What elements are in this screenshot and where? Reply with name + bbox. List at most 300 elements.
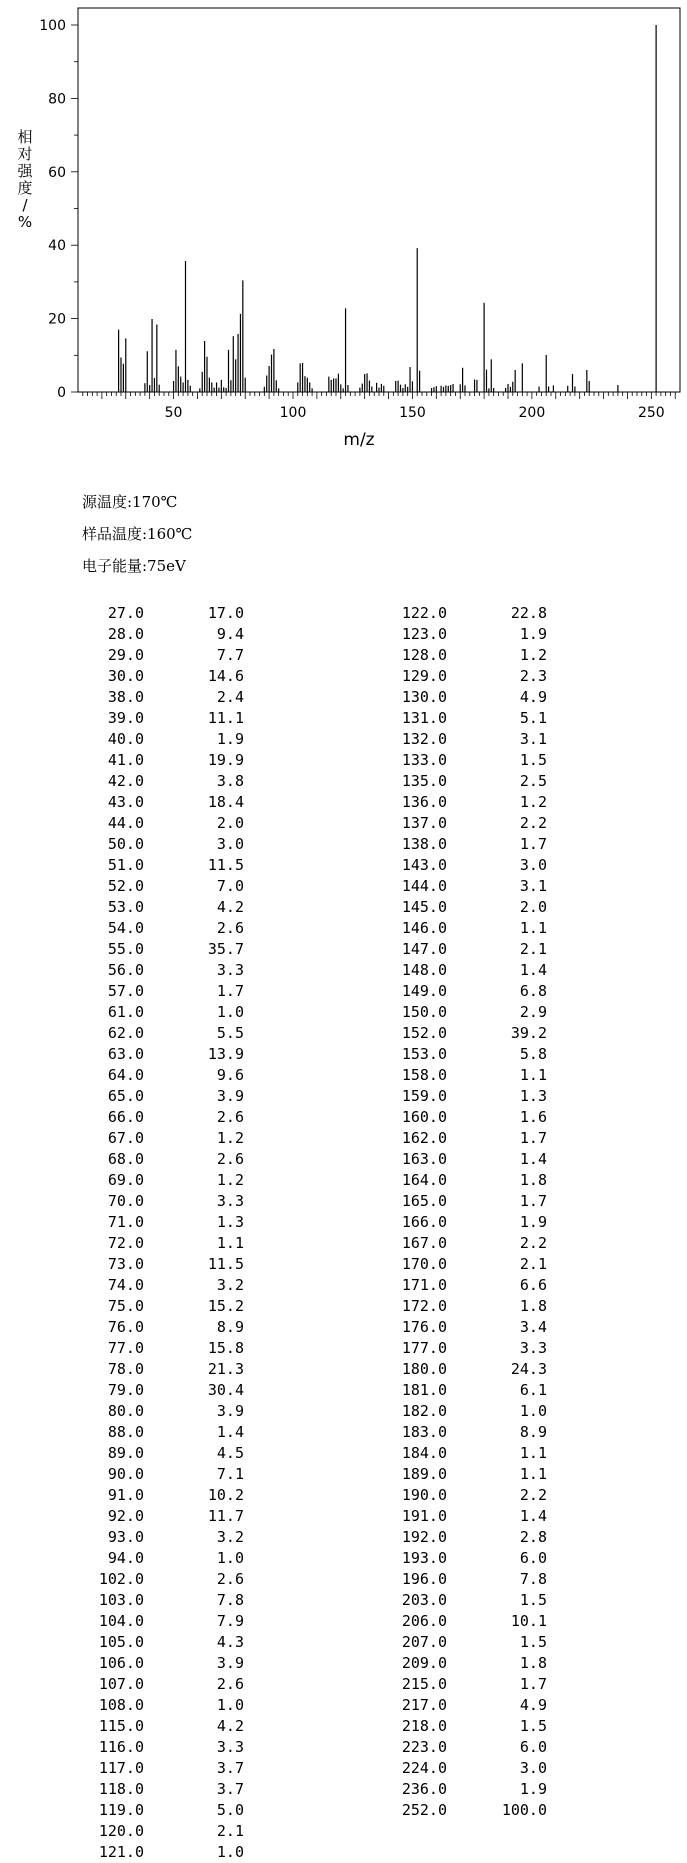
peak-row — [385, 1569, 575, 1590]
peak-mz: 54.0 — [107, 919, 144, 937]
peak-row — [82, 981, 272, 1002]
peak-intensity: 2.1 — [519, 1255, 547, 1273]
peak-mz: 70.0 — [107, 1192, 144, 1210]
peak-mz: 129.0 — [401, 667, 447, 685]
peak-mz: 158.0 — [401, 1066, 447, 1084]
peak-mz: 105.0 — [98, 1633, 144, 1651]
peak-row — [82, 1527, 272, 1548]
peak-mz: 52.0 — [107, 877, 144, 895]
peak-intensity: 3.4 — [519, 1318, 547, 1336]
peak-intensity: 6.6 — [519, 1276, 547, 1294]
peak-intensity: 2.6 — [216, 1675, 244, 1693]
peak-row — [385, 792, 575, 813]
peak-intensity: 2.9 — [519, 1003, 547, 1021]
peak-row — [385, 813, 575, 834]
peak-intensity: 3.0 — [519, 856, 547, 874]
x-tick-label-250: 250 — [637, 405, 665, 421]
peak-mz: 149.0 — [401, 982, 447, 1000]
peak-mz: 163.0 — [401, 1150, 447, 1168]
peak-mz: 65.0 — [107, 1087, 144, 1105]
peak-row — [82, 1086, 272, 1107]
peak-row — [385, 1023, 575, 1044]
peak-intensity: 2.0 — [216, 814, 244, 832]
peak-mz: 76.0 — [107, 1318, 144, 1336]
peak-row — [385, 1380, 575, 1401]
peak-mz: 207.0 — [401, 1633, 447, 1651]
peak-intensity: 11.7 — [207, 1507, 244, 1525]
peak-row — [82, 1275, 272, 1296]
peak-intensity: 100.0 — [501, 1801, 547, 1819]
peak-intensity: 9.6 — [216, 1066, 244, 1084]
peak-intensity: 2.6 — [216, 919, 244, 937]
peak-mz: 43.0 — [107, 793, 144, 811]
peak-intensity: 1.3 — [216, 1213, 244, 1231]
source-temperature: 源温度:170℃ — [82, 493, 178, 511]
peak-mz: 88.0 — [107, 1423, 144, 1441]
peak-intensity: 3.7 — [216, 1759, 244, 1777]
peak-intensity: 9.4 — [216, 625, 244, 643]
peak-row — [82, 603, 272, 624]
peak-intensity: 11.1 — [207, 709, 244, 727]
peak-intensity: 4.5 — [216, 1444, 244, 1462]
peak-row — [385, 771, 575, 792]
peak-row — [385, 1653, 575, 1674]
peak-row — [82, 1380, 272, 1401]
peak-intensity: 4.2 — [216, 898, 244, 916]
peak-intensity: 10.1 — [510, 1612, 547, 1630]
peak-row — [82, 1674, 272, 1695]
peak-row — [385, 1233, 575, 1254]
peak-row — [385, 1485, 575, 1506]
peak-row — [82, 1611, 272, 1632]
peak-mz: 196.0 — [401, 1570, 447, 1588]
peak-mz: 53.0 — [107, 898, 144, 916]
peak-row — [385, 1779, 575, 1800]
peak-mz: 29.0 — [107, 646, 144, 664]
peak-row — [82, 1317, 272, 1338]
peak-row — [385, 708, 575, 729]
peak-row — [82, 1191, 272, 1212]
peak-intensity: 8.9 — [216, 1318, 244, 1336]
peak-mz: 71.0 — [107, 1213, 144, 1231]
peak-row — [82, 708, 272, 729]
x-tick-label-150: 150 — [399, 405, 426, 421]
peak-mz: 164.0 — [401, 1171, 447, 1189]
peak-row — [385, 855, 575, 876]
peak-mz: 78.0 — [107, 1360, 144, 1378]
y-tick-label-60: 60 — [48, 164, 66, 181]
peak-row — [82, 1233, 272, 1254]
peak-row — [385, 1632, 575, 1653]
peak-row — [385, 1443, 575, 1464]
peak-intensity: 17.0 — [207, 604, 244, 622]
peak-mz: 191.0 — [401, 1507, 447, 1525]
peak-mz: 120.0 — [98, 1822, 144, 1840]
peak-intensity: 1.4 — [519, 961, 547, 979]
peak-intensity: 1.8 — [519, 1171, 547, 1189]
peak-intensity: 3.3 — [216, 1738, 244, 1756]
peak-row — [82, 729, 272, 750]
peak-intensity: 1.1 — [519, 1066, 547, 1084]
peak-mz: 107.0 — [98, 1675, 144, 1693]
peak-intensity: 1.1 — [519, 919, 547, 937]
peak-mz: 147.0 — [401, 940, 447, 958]
peak-intensity: 4.2 — [216, 1717, 244, 1735]
peak-mz: 122.0 — [401, 604, 447, 622]
peak-row — [385, 1590, 575, 1611]
peak-intensity: 1.7 — [519, 1675, 547, 1693]
peak-intensity: 18.4 — [207, 793, 244, 811]
peak-row — [385, 1338, 575, 1359]
peak-intensity: 2.2 — [519, 1234, 547, 1252]
peak-row — [385, 1044, 575, 1065]
peak-mz: 165.0 — [401, 1192, 447, 1210]
peak-intensity: 3.9 — [216, 1654, 244, 1672]
peak-mz: 115.0 — [98, 1717, 144, 1735]
peak-row — [82, 1737, 272, 1758]
peak-intensity: 1.8 — [519, 1297, 547, 1315]
peak-row — [385, 624, 575, 645]
peak-mz: 130.0 — [401, 688, 447, 706]
peak-intensity: 1.1 — [519, 1465, 547, 1483]
peak-mz: 121.0 — [98, 1843, 144, 1861]
peak-mz: 150.0 — [401, 1003, 447, 1021]
peak-mz: 61.0 — [107, 1003, 144, 1021]
peak-row — [82, 645, 272, 666]
peak-intensity: 7.7 — [216, 646, 244, 664]
peak-intensity: 7.0 — [216, 877, 244, 895]
peak-mz: 106.0 — [98, 1654, 144, 1672]
peak-intensity: 1.2 — [519, 646, 547, 664]
peak-mz: 171.0 — [401, 1276, 447, 1294]
peak-row — [82, 1149, 272, 1170]
peak-row — [385, 918, 575, 939]
peak-intensity: 6.0 — [519, 1549, 547, 1567]
peak-intensity: 1.1 — [519, 1444, 547, 1462]
peak-row — [82, 1548, 272, 1569]
peak-intensity: 7.8 — [216, 1591, 244, 1609]
peak-mz: 135.0 — [401, 772, 447, 790]
peak-intensity: 1.0 — [216, 1549, 244, 1567]
peak-mz: 189.0 — [401, 1465, 447, 1483]
peak-mz: 203.0 — [401, 1591, 447, 1609]
peak-intensity: 13.9 — [207, 1045, 244, 1063]
peak-row — [82, 792, 272, 813]
peak-row — [385, 687, 575, 708]
peak-intensity: 3.0 — [519, 1759, 547, 1777]
peak-row — [82, 1401, 272, 1422]
peak-intensity: 1.4 — [519, 1507, 547, 1525]
peak-mz: 209.0 — [401, 1654, 447, 1672]
peak-intensity: 3.9 — [216, 1402, 244, 1420]
peak-intensity: 3.3 — [216, 1192, 244, 1210]
peak-mz: 132.0 — [401, 730, 447, 748]
peak-intensity: 1.0 — [519, 1402, 547, 1420]
electron-energy: 电子能量:75eV — [82, 557, 186, 575]
peak-intensity: 1.2 — [519, 793, 547, 811]
peak-intensity: 2.5 — [519, 772, 547, 790]
peak-mz: 180.0 — [401, 1360, 447, 1378]
peak-intensity: 24.3 — [510, 1360, 547, 1378]
peak-mz: 42.0 — [107, 772, 144, 790]
peak-mz: 183.0 — [401, 1423, 447, 1441]
peak-mz: 117.0 — [98, 1759, 144, 1777]
peak-mz: 193.0 — [401, 1549, 447, 1567]
peak-mz: 91.0 — [107, 1486, 144, 1504]
peak-mz: 94.0 — [107, 1549, 144, 1567]
peak-row — [385, 1800, 575, 1821]
peak-mz: 57.0 — [107, 982, 144, 1000]
peak-intensity: 15.8 — [207, 1339, 244, 1357]
peak-intensity: 2.1 — [519, 940, 547, 958]
peak-row — [82, 687, 272, 708]
peak-intensity: 3.2 — [216, 1276, 244, 1294]
peak-mz: 252.0 — [401, 1801, 447, 1819]
peak-mz: 184.0 — [401, 1444, 447, 1462]
peak-row — [385, 1254, 575, 1275]
peak-row — [82, 771, 272, 792]
peak-mz: 137.0 — [401, 814, 447, 832]
peak-intensity: 15.2 — [207, 1297, 244, 1315]
peak-intensity: 3.2 — [216, 1528, 244, 1546]
peak-intensity: 1.0 — [216, 1696, 244, 1714]
peak-intensity: 3.8 — [216, 772, 244, 790]
peak-row — [82, 1758, 272, 1779]
peak-mz: 192.0 — [401, 1528, 447, 1546]
peak-intensity: 7.8 — [519, 1570, 547, 1588]
peak-intensity: 39.2 — [510, 1024, 547, 1042]
peak-mz: 68.0 — [107, 1150, 144, 1168]
x-tick-label-200: 200 — [518, 405, 546, 421]
peak-row — [82, 1170, 272, 1191]
peak-mz: 190.0 — [401, 1486, 447, 1504]
peak-intensity: 14.6 — [207, 667, 244, 685]
peak-mz: 75.0 — [107, 1297, 144, 1315]
peak-mz: 72.0 — [107, 1234, 144, 1252]
peak-mz: 133.0 — [401, 751, 447, 769]
y-tick-label-40: 40 — [48, 238, 66, 255]
peak-mz: 73.0 — [107, 1255, 144, 1273]
peak-mz: 118.0 — [98, 1780, 144, 1798]
peak-mz: 119.0 — [98, 1801, 144, 1819]
peak-mz: 44.0 — [107, 814, 144, 832]
peak-intensity: 19.9 — [207, 751, 244, 769]
peak-mz: 145.0 — [401, 898, 447, 916]
peak-mz: 104.0 — [98, 1612, 144, 1630]
peak-row — [82, 750, 272, 771]
peak-intensity: 30.4 — [207, 1381, 244, 1399]
peak-row — [385, 1212, 575, 1233]
peak-intensity: 10.2 — [207, 1486, 244, 1504]
peak-mz: 116.0 — [98, 1738, 144, 1756]
peak-row — [82, 855, 272, 876]
peak-intensity: 4.9 — [519, 1696, 547, 1714]
peak-intensity: 3.1 — [519, 730, 547, 748]
peak-row — [385, 1128, 575, 1149]
peak-row — [385, 1065, 575, 1086]
peak-row — [385, 834, 575, 855]
peak-row — [82, 918, 272, 939]
peak-mz: 93.0 — [107, 1528, 144, 1546]
peak-row — [82, 1212, 272, 1233]
peak-row — [82, 1716, 272, 1737]
peak-row — [82, 1464, 272, 1485]
spectrum-peaks — [119, 25, 657, 392]
peak-row — [82, 1443, 272, 1464]
peak-mz: 236.0 — [401, 1780, 447, 1798]
peak-row — [385, 1737, 575, 1758]
peak-mz: 108.0 — [98, 1696, 144, 1714]
peak-row — [385, 1527, 575, 1548]
peak-intensity: 2.8 — [519, 1528, 547, 1546]
peak-row — [82, 666, 272, 687]
peak-row — [82, 876, 272, 897]
peak-intensity: 5.0 — [216, 1801, 244, 1819]
peak-row — [385, 1086, 575, 1107]
peak-row — [385, 603, 575, 624]
peak-mz: 62.0 — [107, 1024, 144, 1042]
peak-row — [82, 1107, 272, 1128]
peak-mz: 224.0 — [401, 1759, 447, 1777]
peak-intensity: 2.4 — [216, 688, 244, 706]
peak-intensity: 1.2 — [216, 1129, 244, 1147]
peak-intensity: 1.5 — [519, 1717, 547, 1735]
peak-intensity: 35.7 — [207, 940, 244, 958]
peak-intensity: 6.8 — [519, 982, 547, 1000]
peak-row — [385, 750, 575, 771]
y-tick-label-80: 80 — [48, 91, 66, 108]
peak-mz: 92.0 — [107, 1507, 144, 1525]
peak-mz: 55.0 — [107, 940, 144, 958]
peak-row — [385, 876, 575, 897]
chart-axes — [71, 8, 680, 399]
peak-intensity: 5.1 — [519, 709, 547, 727]
peak-mz: 223.0 — [401, 1738, 447, 1756]
peak-mz: 67.0 — [107, 1129, 144, 1147]
peak-row — [82, 1779, 272, 1800]
peak-row — [385, 1191, 575, 1212]
peak-intensity: 3.9 — [216, 1087, 244, 1105]
peak-mz: 50.0 — [107, 835, 144, 853]
peak-row — [82, 813, 272, 834]
peak-mz: 182.0 — [401, 1402, 447, 1420]
peak-mz: 27.0 — [107, 604, 144, 622]
peak-row — [82, 1002, 272, 1023]
peak-mz: 56.0 — [107, 961, 144, 979]
peak-row — [82, 939, 272, 960]
peak-mz: 66.0 — [107, 1108, 144, 1126]
peak-mz: 177.0 — [401, 1339, 447, 1357]
peak-mz: 103.0 — [98, 1591, 144, 1609]
x-tick-label-100: 100 — [279, 405, 307, 421]
peak-mz: 40.0 — [107, 730, 144, 748]
peak-mz: 148.0 — [401, 961, 447, 979]
peak-row — [385, 1695, 575, 1716]
peak-row — [82, 1065, 272, 1086]
peak-intensity: 21.3 — [207, 1360, 244, 1378]
peak-mz: 160.0 — [401, 1108, 447, 1126]
y-tick-label-0: 0 — [57, 385, 66, 401]
peak-row — [82, 1254, 272, 1275]
peak-intensity: 1.5 — [519, 751, 547, 769]
peak-mz: 38.0 — [107, 688, 144, 706]
peak-mz: 80.0 — [107, 1402, 144, 1420]
peak-intensity: 1.9 — [216, 730, 244, 748]
peak-intensity: 22.8 — [510, 604, 547, 622]
peak-row — [385, 1359, 575, 1380]
peak-row — [82, 1422, 272, 1443]
peak-row — [82, 1695, 272, 1716]
peak-row — [82, 1800, 272, 1821]
peak-intensity: 4.9 — [519, 688, 547, 706]
peak-row — [385, 666, 575, 687]
peak-mz: 63.0 — [107, 1045, 144, 1063]
peak-row — [385, 1548, 575, 1569]
peak-mz: 218.0 — [401, 1717, 447, 1735]
peak-intensity: 6.1 — [519, 1381, 547, 1399]
peak-intensity: 3.7 — [216, 1780, 244, 1798]
peak-row — [82, 897, 272, 918]
peak-row — [385, 897, 575, 918]
peak-intensity: 7.1 — [216, 1465, 244, 1483]
peak-mz: 123.0 — [401, 625, 447, 643]
peak-mz: 166.0 — [401, 1213, 447, 1231]
y-tick-label-100: 100 — [39, 18, 66, 34]
y-axis-label: 相对强度/ % — [17, 128, 33, 231]
peak-mz: 172.0 — [401, 1297, 447, 1315]
x-tick-label-50: 50 — [164, 405, 183, 421]
peak-row — [82, 1653, 272, 1674]
peak-row — [385, 1758, 575, 1779]
peak-intensity: 1.3 — [519, 1087, 547, 1105]
peak-intensity: 6.0 — [519, 1738, 547, 1756]
peak-mz: 176.0 — [401, 1318, 447, 1336]
peak-intensity: 2.6 — [216, 1150, 244, 1168]
peak-intensity: 2.1 — [216, 1822, 244, 1840]
peak-mz: 153.0 — [401, 1045, 447, 1063]
peak-mz: 181.0 — [401, 1381, 447, 1399]
peak-mz: 206.0 — [401, 1612, 447, 1630]
peak-mz: 159.0 — [401, 1087, 447, 1105]
peak-intensity: 3.0 — [216, 835, 244, 853]
peak-intensity: 1.9 — [519, 625, 547, 643]
peak-mz: 170.0 — [401, 1255, 447, 1273]
peak-mz: 28.0 — [107, 625, 144, 643]
peak-intensity: 7.9 — [216, 1612, 244, 1630]
peak-mz: 144.0 — [401, 877, 447, 895]
sample-temperature: 样品温度:160℃ — [82, 525, 193, 543]
peak-row — [385, 1716, 575, 1737]
peak-intensity: 2.6 — [216, 1570, 244, 1588]
peak-row — [385, 645, 575, 666]
peak-mz: 152.0 — [401, 1024, 447, 1042]
peak-row — [385, 1296, 575, 1317]
peak-intensity: 11.5 — [207, 1255, 244, 1273]
peak-row — [82, 1296, 272, 1317]
peak-row — [385, 960, 575, 981]
peak-mz: 167.0 — [401, 1234, 447, 1252]
peak-intensity: 5.5 — [216, 1024, 244, 1042]
peak-row — [385, 1275, 575, 1296]
peak-intensity: 1.7 — [519, 1129, 547, 1147]
peak-row — [82, 1842, 272, 1863]
peak-intensity: 2.2 — [519, 1486, 547, 1504]
peak-intensity: 2.3 — [519, 667, 547, 685]
peak-mz: 138.0 — [401, 835, 447, 853]
peak-intensity: 2.6 — [216, 1108, 244, 1126]
peak-row — [385, 1674, 575, 1695]
peak-mz: 64.0 — [107, 1066, 144, 1084]
